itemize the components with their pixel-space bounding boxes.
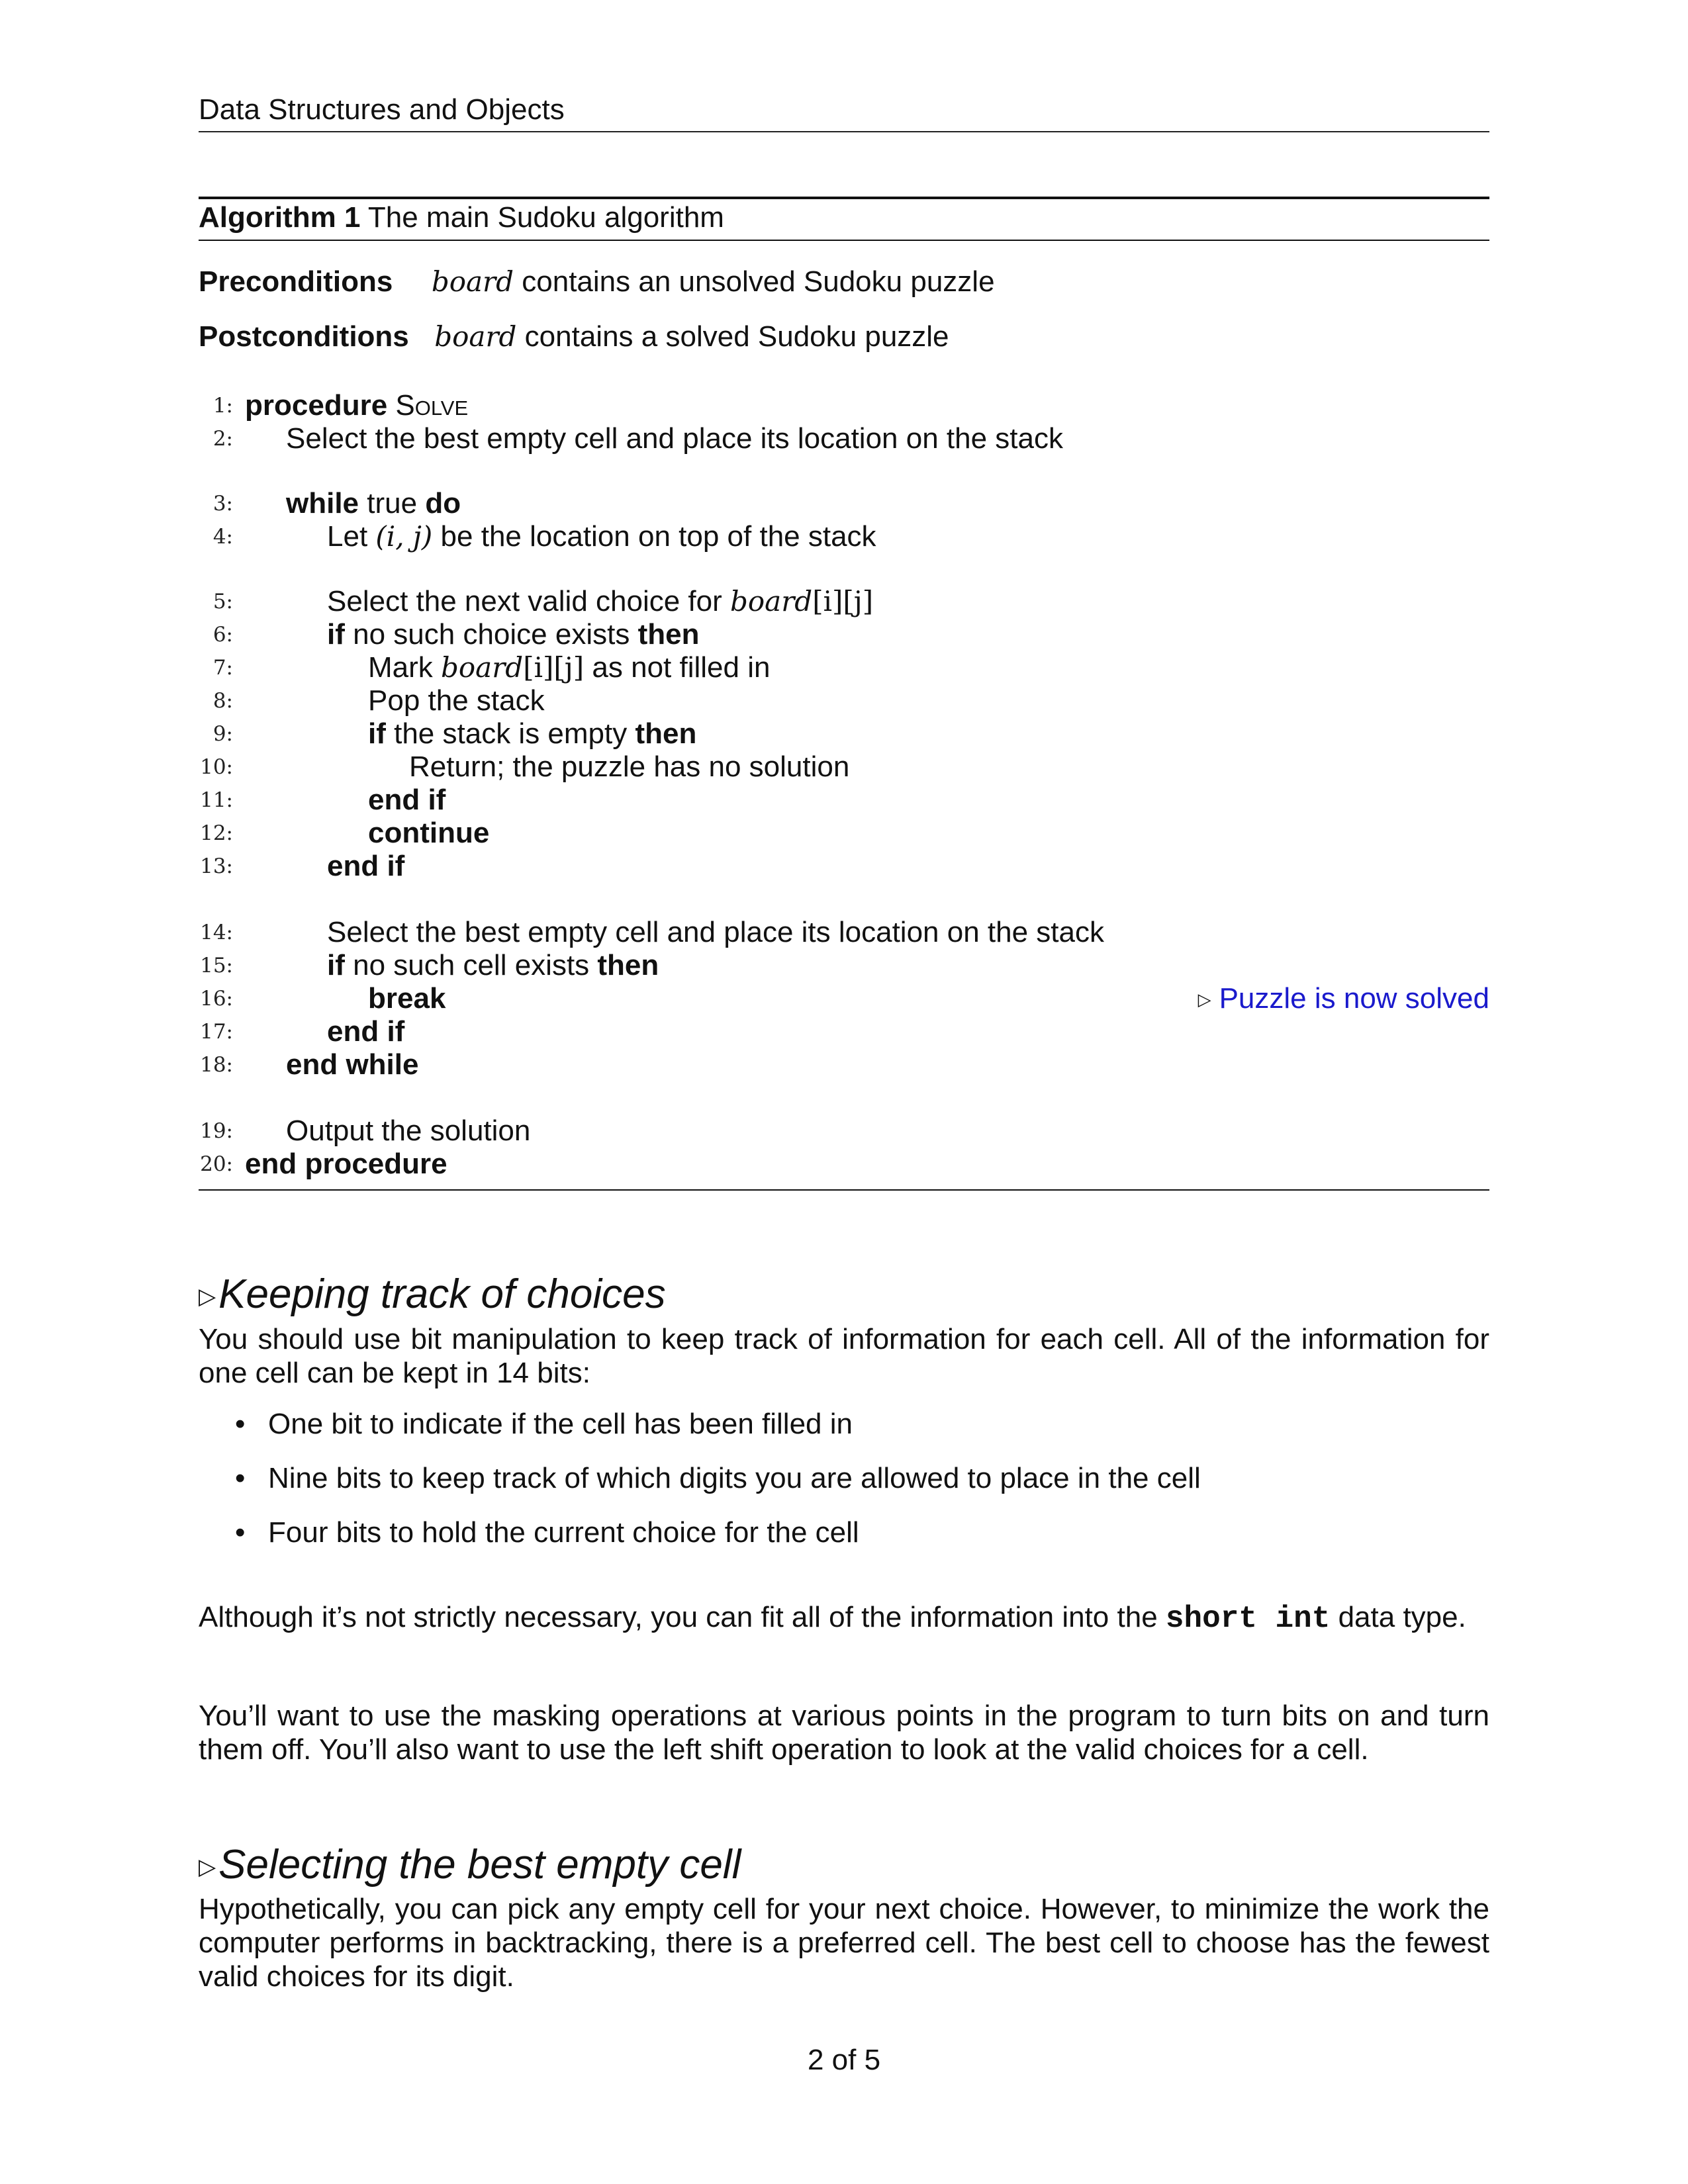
section-title-text: Keeping track of choices (218, 1271, 666, 1317)
line-number: 1: (212, 394, 233, 418)
if-condition: no such choice exists (344, 618, 638, 651)
board-index: [i][j] (523, 651, 585, 684)
postconditions (199, 318, 949, 355)
algo-code (327, 520, 876, 553)
list-item-text: Four bits to hold the current choice for the cell (268, 1516, 859, 1549)
line-number: 19: (200, 1119, 233, 1143)
section-triangle-icon: ▷ (199, 1284, 216, 1309)
algo-line-19 (199, 1115, 1489, 1148)
text-mark: Mark (368, 651, 441, 684)
list-item-text: One bit to indicate if the cell has been filled in (268, 1408, 853, 1440)
keyword-end-if: end if (327, 1015, 405, 1048)
if-condition: the stack is empty (385, 717, 635, 750)
keyword-if: if (368, 717, 386, 750)
keyword-break: break (368, 982, 446, 1015)
procedure-name: Solve (395, 389, 469, 422)
text-location: be the location on top of the stack (432, 520, 876, 553)
var-board: board (730, 585, 813, 617)
line-number: 11: (200, 788, 233, 812)
section-heading (199, 1269, 666, 1322)
algorithm-caption-rule (199, 240, 1489, 241)
algo-line-2 (199, 422, 1489, 455)
algo-line-11 (199, 784, 1489, 817)
line-number: 5: (212, 590, 233, 614)
keyword-then: then (635, 717, 697, 750)
algo-line-13 (199, 850, 1489, 883)
algo-line-7 (199, 651, 1489, 684)
para-text: data type. (1330, 1601, 1466, 1633)
algo-line-14 (199, 916, 1489, 949)
keyword-while: while (286, 487, 359, 520)
algo-line-18 (199, 1048, 1489, 1081)
algo-code (286, 487, 461, 520)
line-number: 6: (212, 623, 233, 647)
board-index: [i][j] (812, 585, 874, 617)
para-text: Although it’s not strictly necessary, you can fit all of the information into the (199, 1601, 1166, 1633)
bullet-dot-icon: • (235, 1408, 246, 1440)
algorithm-caption-text: The main Sudoku algorithm (367, 201, 724, 234)
list-item (235, 1460, 1201, 1497)
section1-para2 (199, 1600, 1489, 1636)
keyword-do: do (425, 487, 461, 520)
keyword-end-procedure: end procedure (245, 1148, 447, 1180)
algorithm-caption (199, 199, 1489, 237)
keyword-if: if (327, 949, 345, 981)
comment-text: Puzzle is now solved (1219, 982, 1489, 1015)
algo-code: Pop the stack (368, 684, 545, 717)
algo-comment (1198, 982, 1489, 1016)
line-number: 7: (212, 656, 233, 680)
line-number: 20: (200, 1152, 233, 1176)
line-number: 2: (212, 427, 233, 451)
text-select-next: Select the next valid choice for (327, 585, 730, 617)
algo-line-1 (199, 389, 1489, 422)
line-number: 16: (200, 987, 233, 1011)
preconditions-var: board (431, 265, 514, 298)
keyword-if: if (327, 618, 345, 651)
keyword-end-if: end if (368, 784, 446, 816)
algo-code: Select the best empty cell and place its location on the stack (286, 422, 1063, 455)
algo-line-8 (199, 684, 1489, 717)
algorithm-bottom-rule (199, 1189, 1489, 1191)
line-number: 15: (200, 954, 233, 978)
section-title-text: Selecting the best empty cell (218, 1842, 741, 1888)
algo-code (368, 651, 770, 684)
postconditions-label: Postconditions (199, 320, 409, 353)
line-number: 14: (200, 921, 233, 944)
line-number: 3: (212, 492, 233, 516)
list-item-text: Nine bits to keep track of which digits you are allowed to place in the cell (268, 1462, 1201, 1494)
algo-line-20 (199, 1148, 1489, 1181)
preconditions (199, 263, 995, 300)
algo-line-5 (199, 585, 1489, 618)
comment-triangle-icon: ▷ (1197, 989, 1211, 1009)
bullet-dot-icon: • (235, 1462, 246, 1494)
keyword-end-while: end while (286, 1048, 419, 1081)
running-header: Data Structures and Objects (199, 91, 1489, 132)
text-let: Let (327, 520, 376, 553)
line-number: 4: (212, 525, 233, 549)
algo-code (327, 585, 873, 618)
algo-code (245, 389, 468, 422)
line-number: 9: (212, 722, 233, 746)
keyword-then: then (597, 949, 659, 981)
algo-line-17 (199, 1015, 1489, 1048)
line-number: 12: (200, 821, 233, 845)
algo-line-16 (199, 982, 1489, 1015)
list-item (235, 1514, 859, 1551)
keyword-procedure: procedure (245, 389, 388, 422)
preconditions-label: Preconditions (199, 265, 393, 298)
algo-line-3 (199, 487, 1489, 520)
algo-code: Return; the puzzle has no solution (409, 751, 850, 783)
section-heading (199, 1840, 741, 1892)
algo-line-12 (199, 817, 1489, 850)
preconditions-text: contains an unsolved Sudoku puzzle (522, 265, 995, 298)
section1-intro: You should use bit manipulation to keep track of information for each cell. All of the information for one cell can be kept in 14 bits: (199, 1323, 1489, 1389)
var-board: board (441, 651, 524, 684)
text-not-filled: as not filled in (584, 651, 771, 684)
algo-line-15 (199, 949, 1489, 982)
algo-line-4 (199, 520, 1489, 553)
list-item (235, 1406, 853, 1443)
algorithm-label: Algorithm 1 (199, 201, 361, 234)
while-condition: true (359, 487, 426, 520)
algo-code (368, 717, 696, 751)
code-short-int: short int (1165, 1602, 1331, 1636)
postconditions-var: board (434, 320, 517, 353)
line-number: 17: (200, 1020, 233, 1044)
algo-code: Output the solution (286, 1115, 531, 1147)
algo-line-9 (199, 717, 1489, 751)
keyword-continue: continue (368, 817, 490, 849)
algo-code (327, 949, 659, 982)
section-triangle-icon: ▷ (199, 1854, 216, 1880)
keyword-then: then (637, 618, 700, 651)
line-number: 10: (200, 755, 233, 779)
algo-line-6 (199, 618, 1489, 651)
algo-code: Select the best empty cell and place its location on the stack (327, 916, 1104, 948)
section1-para3: You’ll want to use the masking operations at various points in the program to turn bits on and turn them off. You’ll also want to use the left shift operation to look at the valid choices for a cell. (199, 1700, 1489, 1766)
page-number: 2 of 5 (807, 2044, 881, 2076)
line-number: 13: (200, 854, 233, 878)
if-condition: no such cell exists (344, 949, 598, 981)
line-number: 8: (212, 689, 233, 713)
algo-line-10 (199, 751, 1489, 784)
postconditions-text: contains a solved Sudoku puzzle (524, 320, 949, 353)
section2-para: Hypothetically, you can pick any empty cell for your next choice. However, to minimize the work the computer performs in backtracking, there is a preferred cell. The best cell to choose has the fewest valid choices for its digit. (199, 1893, 1489, 1993)
line-number: 18: (200, 1053, 233, 1077)
keyword-end-if: end if (327, 850, 405, 882)
math-ij: (i, j) (375, 520, 433, 553)
algo-code (327, 618, 699, 651)
bullet-dot-icon: • (235, 1516, 246, 1549)
